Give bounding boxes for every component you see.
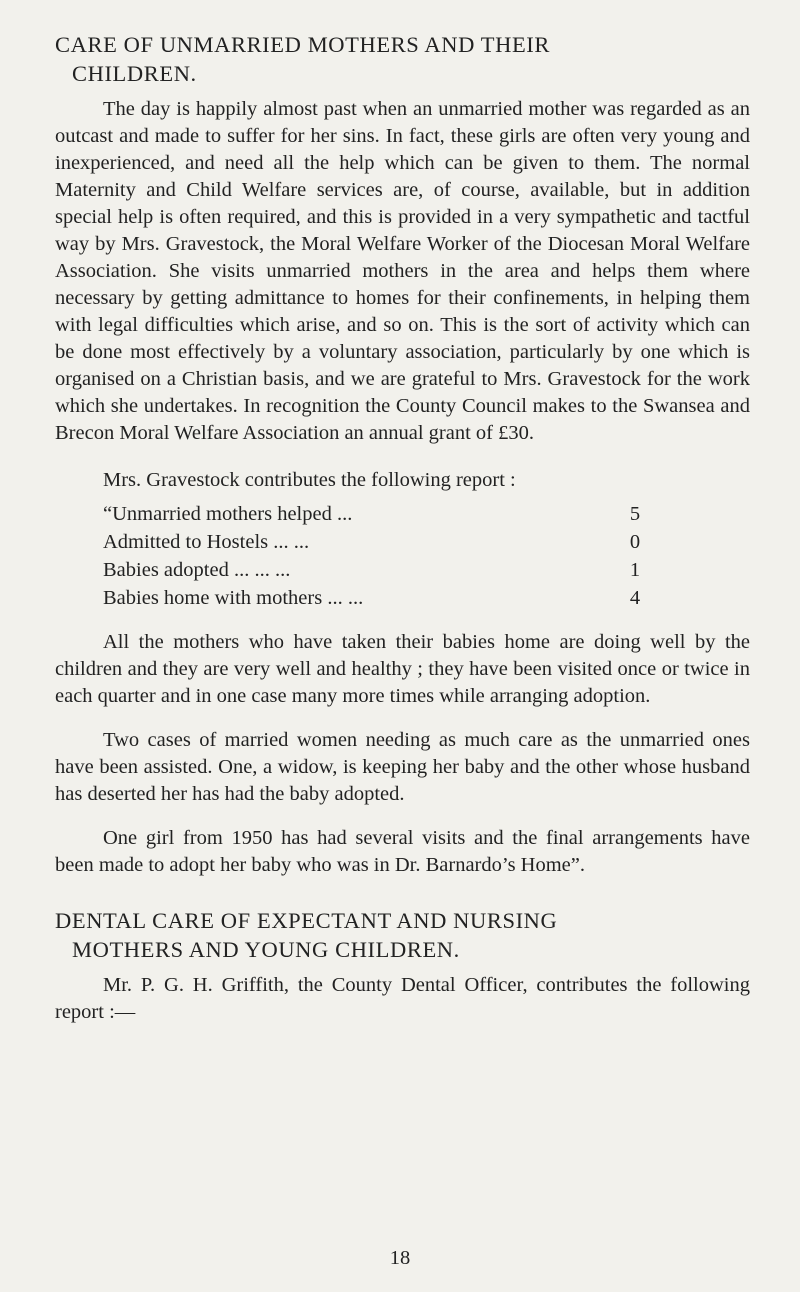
paragraph-dental-intro: Mr. P. G. H. Griffith, the County Dental Officer, contributes the following report :— [55,974,750,1023]
report-row-label: “Unmarried mothers helped ... [103,503,353,525]
paragraph-girl-from-1950: One girl from 1950 has had several visits and the final arrangements have been made to adopt her baby who was in Dr. Barnardo’s Home”. [55,827,750,876]
report-row-value: 5 [629,503,641,525]
page-number: 18 [389,1247,411,1269]
report-row-value: 1 [629,559,641,581]
section-heading-line2: CHILDREN. [72,61,197,86]
section-heading-line1: CARE OF UNMARRIED MOTHERS AND THEIR [55,32,550,57]
section-heading-line1: DENTAL CARE OF EXPECTANT AND NURSING [55,908,558,933]
section-heading-unmarried-mothers [55,30,750,88]
paragraph-mothers-doing-well: All the mothers who have taken their babies home are doing well by the children and they are very well and healthy ; they have been visited once or twice in each quarter and in one case many more times while arranging adoption. [55,631,750,707]
paragraph-intro: The day is happily almost past when an unmarried mother was regarded as an outcast and made to suffer for her sins. In fact, these girls are often very young and inexperienced, and need all the help which can be given to them. The normal Maternity and Child Welfare services are, of course, available, but in addition special help is often required, and this is provided in a very sympathetic and tactful way by Mrs. Gravestock, the Moral Welfare Worker of the Diocesan Moral Welfare Association. She visits unmarried mothers in the area and helps them where necessary by getting admittance to homes for their confinements, in helping them with legal difficulties which arise, and so on. This is the sort of activity which can be done most effectively by a voluntary association, particularly by one which is organised on a Christian basis, and we are grateful to Mrs. Gravestock for the work which she undertakes. In recognition the County Council makes to the Swansea and Brecon Moral Welfare Association an annual grant of £30. [55,98,750,444]
report-row-label: Babies home with mothers ... ... [103,587,364,609]
paragraph-married-women: Two cases of married women needing as much care as the unmarried ones have been assisted. One, a widow, is keeping her baby and the other whose husband has deserted her has had the baby adopted. [55,729,750,805]
report-row-value: 0 [629,531,641,553]
section-heading-dental-care [55,906,750,964]
report-row-label: Babies adopted ... ... ... [103,559,291,581]
report-row-value: 4 [629,587,641,609]
report-row [103,584,647,612]
report-intro: Mrs. Gravestock contributes the following report : [103,469,516,491]
section-heading-line2: MOTHERS AND YOUNG CHILDREN. [72,937,460,962]
report-row [103,556,647,584]
report-row [103,528,647,556]
report-row [103,500,647,528]
report-row-label: Admitted to Hostels ... ... [103,531,310,553]
report-table [103,500,647,612]
